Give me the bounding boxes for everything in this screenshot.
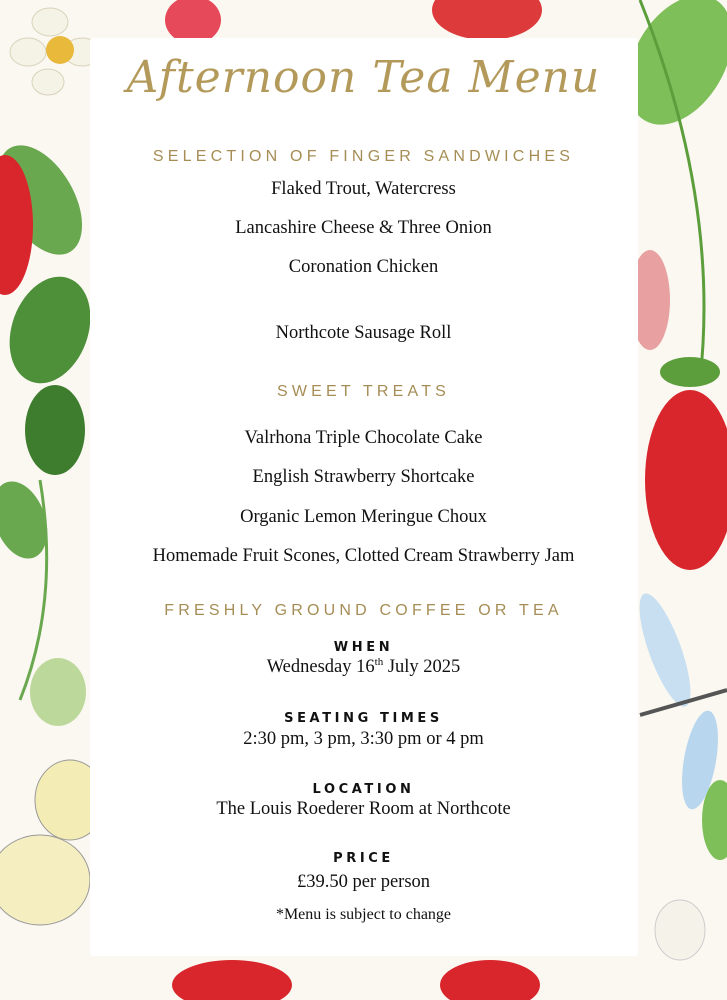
when-label: WHEN [333, 640, 394, 655]
section-heading-coffee-tea: FRESHLY GROUND COFFEE OR TEA [164, 602, 563, 619]
section-heading-sweet-treats: SWEET TREATS [276, 383, 451, 400]
seating-times-label: SEATING TIMES [284, 711, 443, 726]
price-label: PRICE [333, 851, 394, 866]
menu-item: Organic Lemon Meringue Choux [240, 507, 487, 527]
menu-item: Lancashire Cheese & Three Onion [235, 218, 492, 238]
location-value: The Louis Roederer Room at Northcote [216, 799, 511, 819]
when-date: Wednesday 16 [266, 657, 375, 677]
menu-item: Valrhona Triple Chocolate Cake [244, 428, 483, 448]
when-value [0, 657, 727, 678]
menu-item: Coronation Chicken [288, 257, 439, 277]
page-title: Afternoon Tea Menu [126, 52, 601, 103]
when-date-rest: July 2025 [383, 657, 461, 677]
menu-item: Homemade Fruit Scones, Clotted Cream Strawberry Jam [152, 546, 575, 566]
when-suffix: th [374, 656, 384, 668]
menu-item: Flaked Trout, Watercress [271, 179, 456, 199]
menu-item: Northcote Sausage Roll [275, 323, 452, 343]
seating-times-value: 2:30 pm, 3 pm, 3:30 pm or 4 pm [243, 729, 484, 749]
section-heading-sandwiches: SELECTION OF FINGER SANDWICHES [152, 148, 575, 165]
location-label: LOCATION [312, 782, 415, 797]
dragonfly-icon [629, 588, 727, 812]
menu-item: English Strawberry Shortcake [252, 467, 475, 487]
menu-note: *Menu is subject to change [275, 906, 452, 923]
price-value: £39.50 per person [296, 872, 431, 892]
